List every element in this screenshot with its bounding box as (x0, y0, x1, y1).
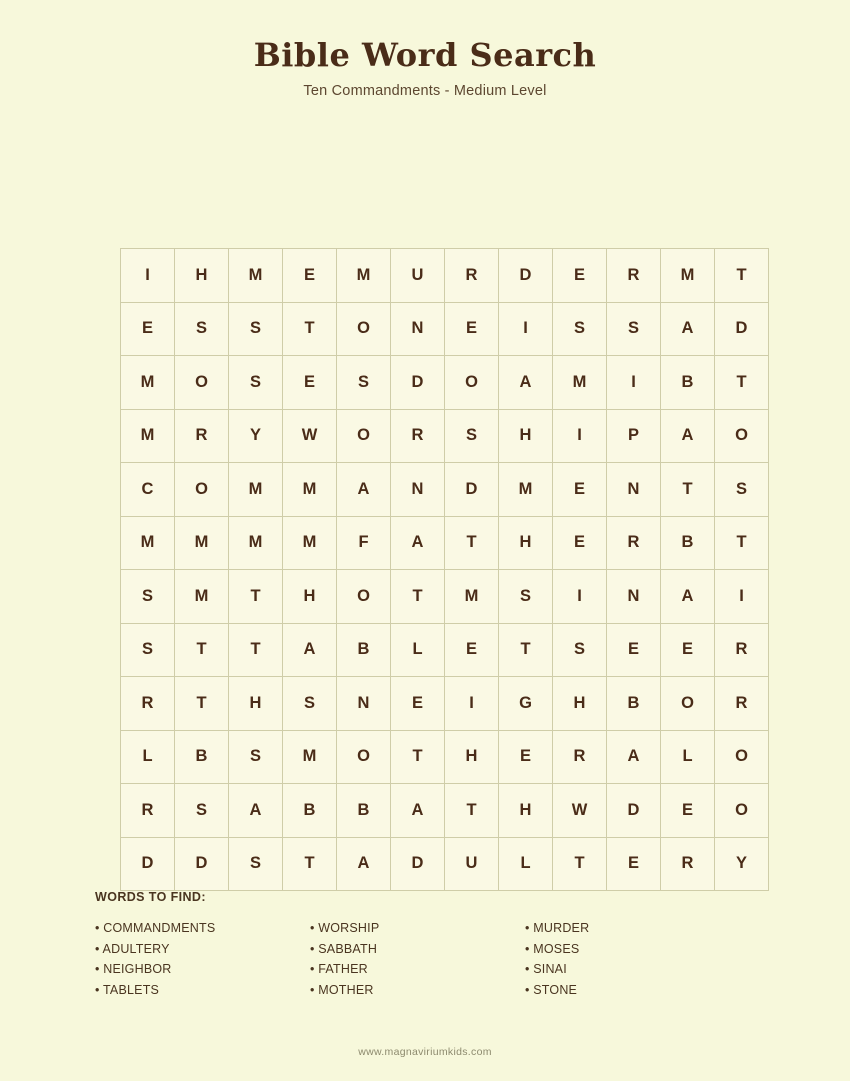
grid-cell[interactable]: O (337, 302, 391, 356)
grid-cell[interactable]: B (283, 784, 337, 838)
grid-cell[interactable]: H (499, 516, 553, 570)
grid-row (121, 516, 769, 570)
grid-cell[interactable]: O (337, 730, 391, 784)
grid-cell[interactable]: E (121, 302, 175, 356)
grid-cell[interactable]: N (391, 463, 445, 517)
grid-cell[interactable]: T (391, 570, 445, 624)
grid-cell[interactable]: D (607, 784, 661, 838)
grid-cell[interactable]: S (499, 570, 553, 624)
grid-cell[interactable]: R (607, 249, 661, 303)
grid-cell[interactable]: R (715, 623, 769, 677)
words-column-3 (525, 918, 740, 1000)
grid-row (121, 837, 769, 891)
grid-cell[interactable]: S (553, 623, 607, 677)
grid-cell[interactable]: M (121, 516, 175, 570)
grid-cell[interactable]: D (499, 249, 553, 303)
grid-cell[interactable]: H (499, 409, 553, 463)
word-list-item[interactable]: • STONE (525, 982, 578, 997)
grid-cell[interactable]: N (337, 677, 391, 731)
grid-cell[interactable]: M (283, 730, 337, 784)
grid-cell[interactable]: M (553, 356, 607, 410)
grid-cell[interactable]: I (121, 249, 175, 303)
word-list-item[interactable]: • MOSES (525, 941, 580, 956)
grid-cell[interactable]: R (121, 677, 175, 731)
grid-cell[interactable]: D (391, 356, 445, 410)
grid-cell[interactable]: T (229, 570, 283, 624)
grid-cell[interactable]: S (229, 356, 283, 410)
grid-cell[interactable]: Y (715, 837, 769, 891)
grid-cell[interactable]: T (715, 516, 769, 570)
grid-cell[interactable]: O (715, 730, 769, 784)
grid-cell[interactable]: E (445, 623, 499, 677)
grid-cell[interactable]: O (337, 409, 391, 463)
words-column-2 (310, 918, 525, 1000)
grid-row (121, 570, 769, 624)
grid-cell[interactable]: C (121, 463, 175, 517)
grid-cell[interactable]: T (175, 677, 229, 731)
word-list-item[interactable]: • FATHER (310, 962, 368, 976)
grid-cell[interactable]: E (445, 302, 499, 356)
grid-cell[interactable]: I (715, 570, 769, 624)
grid-cell[interactable]: B (337, 784, 391, 838)
grid-cell[interactable]: W (553, 784, 607, 838)
grid-cell[interactable]: T (661, 463, 715, 517)
grid-cell[interactable]: W (283, 409, 337, 463)
grid-row (121, 463, 769, 517)
grid-cell[interactable]: A (283, 623, 337, 677)
grid-cell[interactable]: Y (229, 409, 283, 463)
grid-cell[interactable]: A (661, 409, 715, 463)
grid-cell[interactable]: L (499, 837, 553, 891)
grid-cell[interactable]: S (283, 677, 337, 731)
grid-cell[interactable]: A (499, 356, 553, 410)
grid-cell[interactable]: H (499, 784, 553, 838)
grid-cell[interactable]: M (661, 249, 715, 303)
grid-cell[interactable]: T (715, 249, 769, 303)
grid-cell[interactable]: I (445, 677, 499, 731)
grid-cell[interactable]: E (553, 463, 607, 517)
grid-cell[interactable]: M (229, 516, 283, 570)
grid-cell[interactable]: F (337, 516, 391, 570)
grid-cell[interactable]: R (607, 516, 661, 570)
grid-row (121, 730, 769, 784)
words-to-find-heading: WORDS TO FIND: (95, 890, 206, 904)
word-search-grid-container (120, 248, 769, 891)
grid-cell[interactable]: A (337, 837, 391, 891)
grid-cell[interactable]: T (553, 837, 607, 891)
word-list-item[interactable]: • WORSHIP (310, 921, 380, 935)
grid-cell[interactable]: T (283, 302, 337, 356)
grid-cell[interactable]: A (337, 463, 391, 517)
grid-cell[interactable]: D (121, 837, 175, 891)
grid-cell[interactable]: M (283, 463, 337, 517)
grid-cell[interactable]: D (175, 837, 229, 891)
word-search-grid[interactable] (120, 248, 769, 891)
grid-cell[interactable]: E (607, 837, 661, 891)
grid-cell[interactable]: T (229, 623, 283, 677)
grid-cell[interactable]: O (661, 677, 715, 731)
word-list-item[interactable]: • NEIGHBOR (95, 962, 172, 976)
grid-row (121, 784, 769, 838)
grid-cell[interactable]: R (445, 249, 499, 303)
grid-cell[interactable]: S (607, 302, 661, 356)
grid-cell[interactable]: I (553, 570, 607, 624)
grid-row (121, 302, 769, 356)
grid-cell[interactable]: N (607, 463, 661, 517)
grid-cell[interactable]: B (661, 356, 715, 410)
word-list-item[interactable]: • MOTHER (310, 982, 374, 997)
grid-cell[interactable]: D (715, 302, 769, 356)
grid-cell[interactable]: T (445, 516, 499, 570)
grid-cell[interactable]: E (553, 249, 607, 303)
grid-cell[interactable]: I (553, 409, 607, 463)
grid-cell[interactable]: R (715, 677, 769, 731)
grid-cell[interactable]: L (661, 730, 715, 784)
grid-cell[interactable]: S (121, 623, 175, 677)
grid-cell[interactable]: R (121, 784, 175, 838)
grid-cell[interactable]: M (283, 516, 337, 570)
grid-cell[interactable]: H (283, 570, 337, 624)
grid-cell[interactable]: B (661, 516, 715, 570)
grid-cell[interactable]: L (121, 730, 175, 784)
grid-row (121, 249, 769, 303)
grid-cell[interactable]: I (499, 302, 553, 356)
grid-cell[interactable]: M (445, 570, 499, 624)
grid-cell[interactable]: U (445, 837, 499, 891)
grid-cell[interactable]: M (175, 516, 229, 570)
grid-row (121, 409, 769, 463)
grid-row (121, 356, 769, 410)
grid-cell[interactable]: B (175, 730, 229, 784)
grid-cell[interactable]: M (337, 249, 391, 303)
grid-cell[interactable]: T (715, 356, 769, 410)
words-columns (95, 918, 755, 1000)
grid-cell[interactable]: B (607, 677, 661, 731)
grid-cell[interactable]: H (553, 677, 607, 731)
word-list-item[interactable]: • TABLETS (95, 982, 160, 997)
grid-cell[interactable]: E (607, 623, 661, 677)
grid-cell[interactable]: O (175, 356, 229, 410)
grid-cell[interactable]: M (229, 249, 283, 303)
grid-cell[interactable]: A (661, 302, 715, 356)
word-list-item[interactable]: • SINAI (525, 962, 567, 976)
grid-cell[interactable]: S (553, 302, 607, 356)
grid-cell[interactable]: H (175, 249, 229, 303)
grid-cell[interactable]: E (391, 677, 445, 731)
word-list-item[interactable]: • COMMANDMENTS (95, 921, 216, 935)
grid-cell[interactable]: O (337, 570, 391, 624)
grid-cell[interactable]: E (553, 516, 607, 570)
grid-cell[interactable]: G (499, 677, 553, 731)
grid-row (121, 623, 769, 677)
grid-cell[interactable]: E (283, 249, 337, 303)
word-list-item[interactable]: • MURDER (525, 921, 590, 935)
footer-url: www.magnaviriumkids.com (358, 1046, 492, 1058)
grid-cell[interactable]: T (283, 837, 337, 891)
grid-cell[interactable]: S (121, 570, 175, 624)
grid-cell[interactable]: A (229, 784, 283, 838)
grid-cell[interactable]: T (175, 623, 229, 677)
grid-cell[interactable]: A (661, 570, 715, 624)
words-to-find-section (95, 890, 755, 1000)
grid-row (121, 677, 769, 731)
grid-cell[interactable]: S (175, 302, 229, 356)
grid-cell[interactable]: O (175, 463, 229, 517)
word-list-item[interactable]: • SABBATH (310, 941, 378, 956)
grid-cell[interactable]: B (337, 623, 391, 677)
grid-cell[interactable]: L (391, 623, 445, 677)
grid-cell[interactable]: T (499, 623, 553, 677)
grid-cell[interactable]: O (445, 356, 499, 410)
grid-cell[interactable]: A (391, 516, 445, 570)
page-header (0, 0, 850, 99)
grid-cell[interactable]: M (499, 463, 553, 517)
grid-cell[interactable]: N (391, 302, 445, 356)
grid-cell[interactable]: E (499, 730, 553, 784)
grid-cell[interactable]: R (661, 837, 715, 891)
grid-cell[interactable]: T (445, 784, 499, 838)
grid-cell[interactable]: A (607, 730, 661, 784)
grid-cell[interactable]: D (445, 463, 499, 517)
grid-cell[interactable]: R (175, 409, 229, 463)
grid-cell[interactable]: I (607, 356, 661, 410)
grid-cell[interactable]: E (283, 356, 337, 410)
grid-cell[interactable]: S (229, 302, 283, 356)
grid-cell[interactable]: O (715, 409, 769, 463)
grid-cell[interactable]: M (121, 409, 175, 463)
grid-cell[interactable]: E (661, 784, 715, 838)
grid-cell[interactable]: T (391, 730, 445, 784)
grid-cell[interactable]: S (715, 463, 769, 517)
grid-cell[interactable]: H (445, 730, 499, 784)
page-title: Bible Word Search (253, 36, 597, 74)
grid-cell[interactable]: A (391, 784, 445, 838)
words-column-1 (95, 918, 310, 1000)
grid-cell[interactable]: E (661, 623, 715, 677)
grid-cell[interactable]: P (607, 409, 661, 463)
grid-cell[interactable]: S (337, 356, 391, 410)
grid-cell[interactable]: S (229, 730, 283, 784)
grid-cell[interactable]: U (391, 249, 445, 303)
grid-cell[interactable]: N (607, 570, 661, 624)
grid-cell[interactable]: M (229, 463, 283, 517)
grid-cell[interactable]: M (175, 570, 229, 624)
grid-cell[interactable]: S (175, 784, 229, 838)
page-subtitle: Ten Commandments - Medium Level (303, 83, 547, 99)
word-list-item[interactable]: • ADULTERY (95, 941, 170, 956)
grid-cell[interactable]: S (445, 409, 499, 463)
grid-cell[interactable]: H (229, 677, 283, 731)
grid-cell[interactable]: R (553, 730, 607, 784)
grid-cell[interactable]: D (391, 837, 445, 891)
grid-cell[interactable]: O (715, 784, 769, 838)
grid-cell[interactable]: S (229, 837, 283, 891)
grid-cell[interactable]: R (391, 409, 445, 463)
grid-cell[interactable]: M (121, 356, 175, 410)
